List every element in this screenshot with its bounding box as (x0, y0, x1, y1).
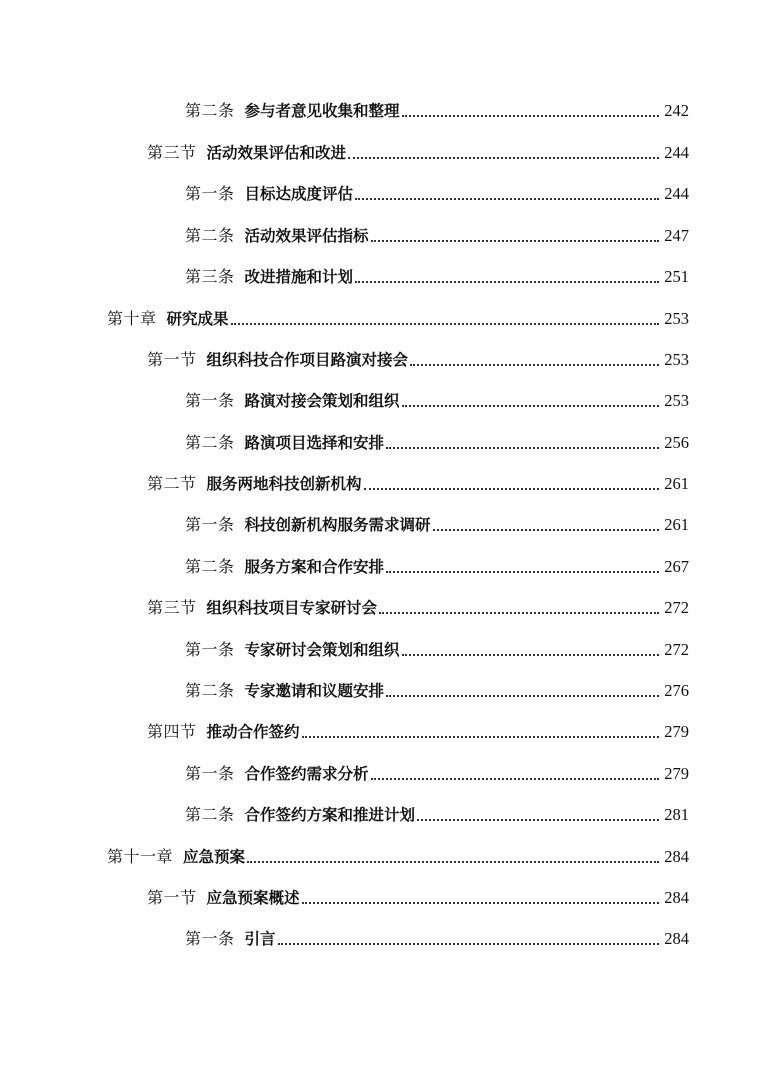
toc-entry-page: 242 (664, 101, 689, 120)
toc-entry[interactable] (107, 841, 689, 867)
toc-entry[interactable] (185, 261, 689, 287)
toc-entry-number: 第十章 (107, 309, 157, 328)
toc-entry-number: 第一条 (185, 184, 235, 203)
dot-leader (371, 240, 659, 242)
toc-entry-title: 路演对接会策划和组织 (244, 392, 400, 410)
toc-entry-page: 253 (664, 350, 689, 369)
toc-entry-number: 第三节 (147, 143, 197, 162)
toc-entry-page: 284 (664, 929, 689, 948)
toc-entry-page: 272 (664, 640, 689, 659)
toc-entry-number: 第二条 (185, 557, 235, 576)
dot-leader (364, 488, 659, 490)
toc-entry-page: 261 (664, 515, 689, 534)
toc-entry-page: 284 (664, 888, 689, 907)
toc-entry-page: 261 (664, 474, 689, 493)
toc-entry[interactable] (185, 634, 689, 660)
toc-entry[interactable] (147, 137, 689, 163)
toc-entry[interactable] (185, 551, 689, 577)
toc-entry-number: 第一条 (185, 391, 235, 410)
toc-entry-number: 第二条 (185, 226, 235, 245)
dot-leader (433, 529, 659, 531)
toc-entry-page: 279 (664, 722, 689, 741)
toc-entry[interactable] (147, 592, 689, 618)
toc-entry-page: 276 (664, 681, 689, 700)
dot-leader (355, 198, 659, 200)
toc-entry-title: 专家研讨会策划和组织 (244, 641, 400, 659)
toc-entry-title: 引言 (244, 930, 276, 948)
dot-leader (302, 902, 659, 904)
dot-leader (348, 157, 659, 159)
toc-entry-title: 应急预案 (183, 848, 246, 866)
toc-entry[interactable] (185, 675, 689, 701)
toc-entry[interactable] (185, 220, 689, 246)
toc-entry-page: 284 (664, 847, 689, 866)
dot-leader (386, 695, 659, 697)
dot-leader (386, 447, 659, 449)
dot-leader (231, 323, 659, 325)
dot-leader (379, 612, 659, 614)
toc-entry[interactable] (147, 344, 689, 370)
dot-leader (386, 571, 659, 573)
toc-entry-title: 改进措施和计划 (244, 268, 354, 286)
toc-entry-title: 目标达成度评估 (244, 185, 354, 203)
toc-entry-title: 服务方案和合作安排 (244, 558, 385, 576)
toc-entry[interactable] (185, 509, 689, 535)
dot-leader (302, 736, 659, 738)
toc-entry-number: 第四节 (147, 722, 197, 741)
toc-entry-number: 第二条 (185, 681, 235, 700)
toc-entry-page: 244 (664, 184, 689, 203)
dot-leader (355, 281, 659, 283)
toc-entry[interactable] (185, 385, 689, 411)
toc-entry-page: 253 (664, 391, 689, 410)
toc-entry-page: 267 (664, 557, 689, 576)
toc-entry-title: 合作签约需求分析 (244, 765, 369, 783)
toc-entry-page: 247 (664, 226, 689, 245)
dot-leader (247, 861, 659, 863)
toc-entry-page: 272 (664, 598, 689, 617)
dot-leader (417, 819, 659, 821)
toc-entry-number: 第二节 (147, 474, 197, 493)
dot-leader (410, 364, 659, 366)
toc-entry-page: 244 (664, 143, 689, 162)
toc-entry-number: 第一条 (185, 515, 235, 534)
toc-entry-page: 251 (664, 267, 689, 286)
toc-entry-title: 组织科技合作项目路演对接会 (206, 351, 409, 369)
toc-entry[interactable] (147, 882, 689, 908)
toc-entry-page: 253 (664, 309, 689, 328)
toc-entry-title: 专家邀请和议题安排 (244, 682, 385, 700)
dot-leader (402, 405, 659, 407)
toc-entry-number: 第一节 (147, 888, 197, 907)
toc-entry[interactable] (185, 95, 689, 121)
toc-entry-page: 256 (664, 433, 689, 452)
toc-entry-number: 第三条 (185, 267, 235, 286)
toc-entry-title: 合作签约方案和推进计划 (244, 806, 416, 824)
toc-entry-number: 第三节 (147, 598, 197, 617)
toc-entry-number: 第一条 (185, 764, 235, 783)
toc-entry-title: 组织科技项目专家研讨会 (206, 599, 378, 617)
toc-entry[interactable] (107, 303, 689, 329)
dot-leader (402, 654, 659, 656)
toc-entry-page: 279 (664, 764, 689, 783)
toc-entry-number: 第十一章 (107, 847, 174, 866)
toc-entry[interactable] (185, 427, 689, 453)
toc-entry-title: 推动合作签约 (206, 723, 300, 741)
toc-entry-number: 第一节 (147, 350, 197, 369)
dot-leader (278, 943, 659, 945)
toc-entry-title: 活动效果评估和改进 (206, 144, 347, 162)
toc-entry-title: 研究成果 (166, 310, 229, 328)
toc-entry-number: 第二条 (185, 805, 235, 824)
toc-entry[interactable] (185, 799, 689, 825)
toc-entry-title: 活动效果评估指标 (244, 227, 369, 245)
dot-leader (402, 115, 659, 117)
toc-entry-title: 路演项目选择和安排 (244, 434, 385, 452)
toc-entry-number: 第二条 (185, 101, 235, 120)
toc-entry-title: 参与者意见收集和整理 (244, 102, 400, 120)
toc-entry[interactable] (147, 468, 689, 494)
toc-entry[interactable] (185, 923, 689, 949)
toc-entry-title: 应急预案概述 (206, 889, 300, 907)
dot-leader (371, 778, 659, 780)
toc-entry[interactable] (185, 758, 689, 784)
toc-entry[interactable] (147, 716, 689, 742)
toc-entry-number: 第二条 (185, 433, 235, 452)
toc-entry-page: 281 (664, 805, 689, 824)
toc-entry-title: 服务两地科技创新机构 (206, 475, 362, 493)
toc-entry-number: 第一条 (185, 640, 235, 659)
toc-entry[interactable] (185, 178, 689, 204)
toc-entry-title: 科技创新机构服务需求调研 (244, 516, 431, 534)
toc-entry-number: 第一条 (185, 929, 235, 948)
